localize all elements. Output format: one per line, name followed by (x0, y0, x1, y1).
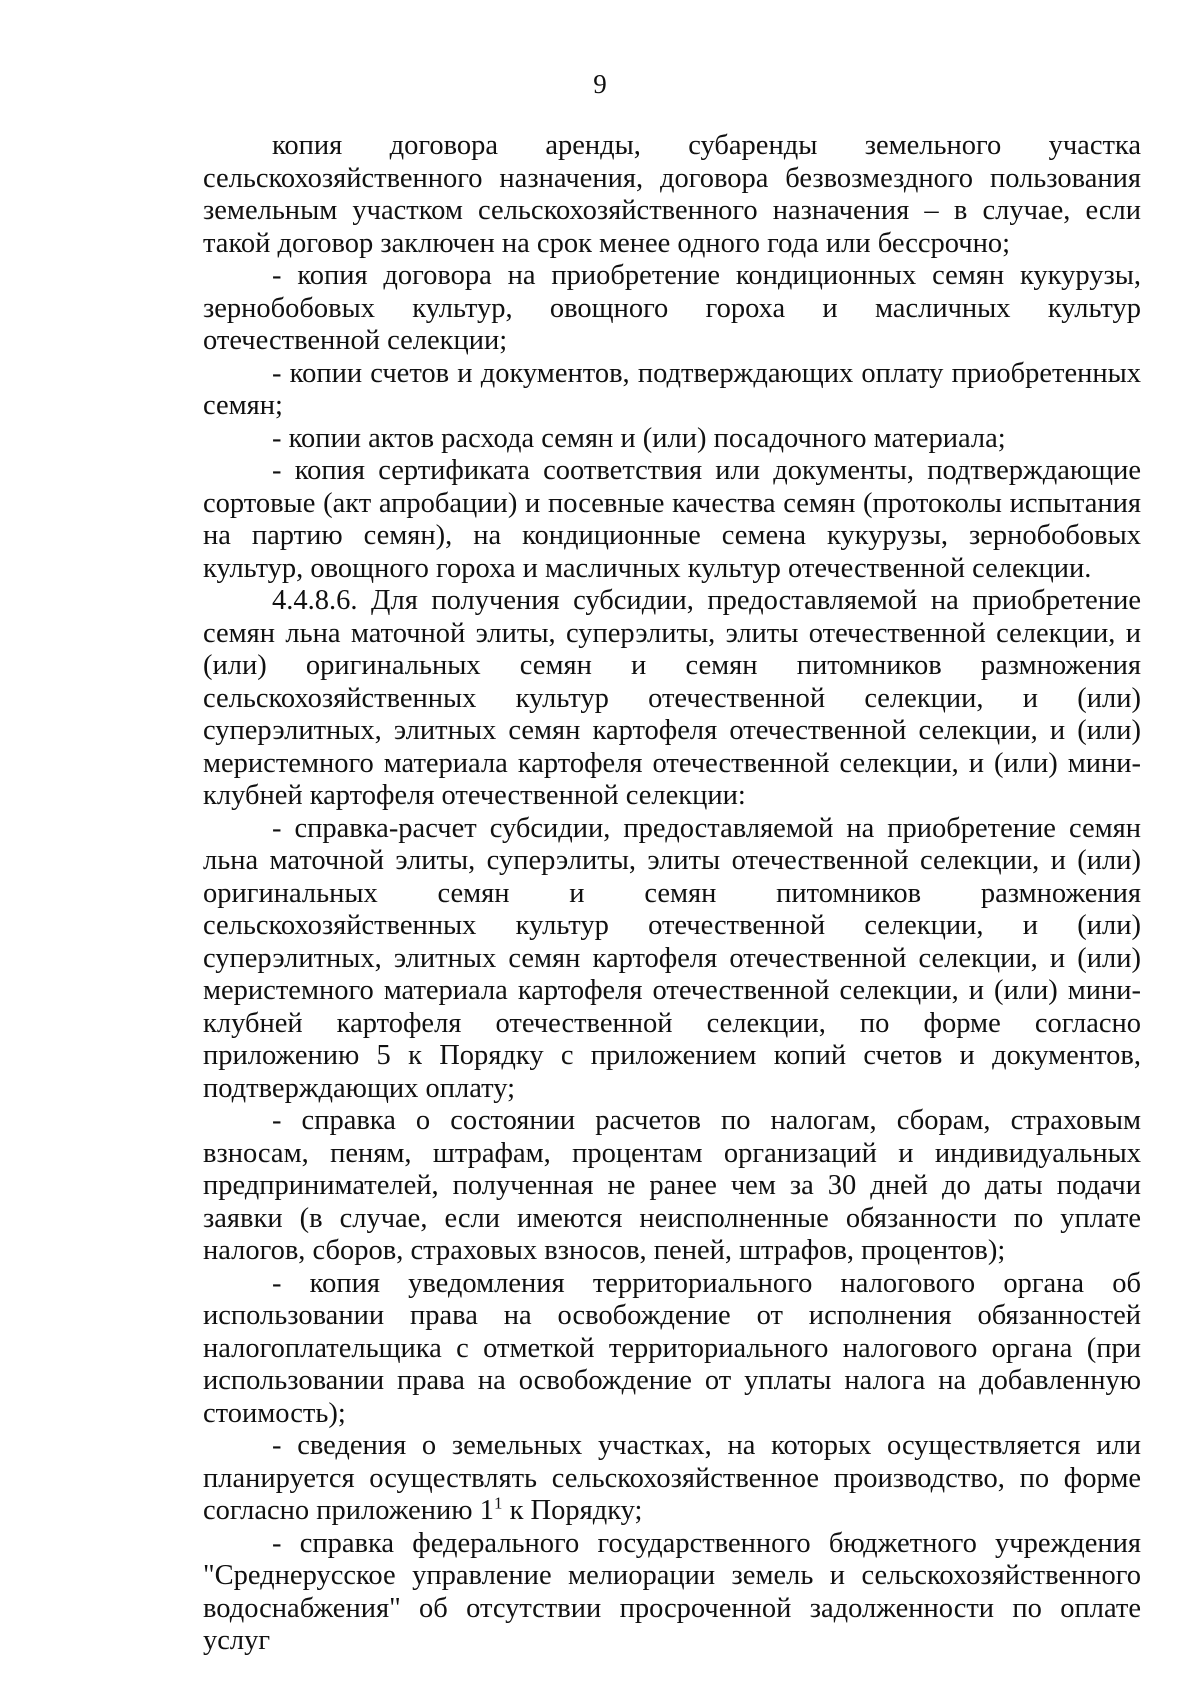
appendix-superscript: 1 (493, 1493, 503, 1513)
document-body (203, 130, 1141, 1658)
paragraph-melioration-reference: - справка федерального государственного бюджетного учреждения "Среднерусское управление мелиорации земель и сельскохозяйственного водоснабжения" об отсутствии просроченной задолженности по оплате услуг (203, 1527, 1141, 1656)
paragraph-certificate: - копия сертификата соответствия или документы, подтверждающие сортовые (акт апробации) и посевные качества семян (протоколы испытания на партию семян), на кондиционные семена кукурузы, зернобобовых культур, овощного гороха и масличных культур отечественной селекции. (203, 455, 1141, 584)
paragraph-section-4-4-8-6: 4.4.8.6. Для получения субсидии, предоставляемой на приобретение семян льна маточной элиты, суперэлиты, элиты отечественной селекции, и (или) оригинальных семян и семян питомников размножения сельскохозяйственных культур отечественной селекции, и (или) суперэлитных, элитных семян картофеля отечественной селекции, и (или) меристемного материала картофеля отечественной селекции, и (или) мини-клубней картофеля отечественной селекции: (203, 585, 1141, 811)
paragraph-lease-contract: копия договора аренды, субаренды земельного участка сельскохозяйственного назначения, договора безвозмездного пользования земельным участком сельскохозяйственного назначения – в случае, если такой договор заключен на срок менее одного года или бессрочно; (203, 130, 1141, 259)
land-plots-text: - сведения о земельных участках, на которых осуществляется или планируется осуществлять сельскохозяйственное производство, по форме согласно приложению 1 (203, 1430, 1141, 1526)
page-number: 9 (593, 69, 607, 99)
paragraph-seed-consumption-acts: - копии актов расхода семян и (или) посадочного материала; (272, 422, 1006, 454)
paragraph-invoices: - копии счетов и документов, подтверждающих оплату приобретенных семян; (203, 357, 1141, 421)
paragraph-tax-status: - справка о состоянии расчетов по налогам, сборам, страховым взносам, пеням, штрафам, процентам организаций и индивидуальных предпринимателей, полученная не ранее чем за 30 дней до даты подачи заявки (в случае, если имеются неисполненные обязанности по уплате налогов, сборов, страховых взносов, пеней, штрафов, процентов); (203, 1105, 1141, 1266)
paragraph-tax-notice: - копия уведомления территориального налогового органа об использовании права на освобождение от исполнения обязанностей налогоплательщика с отметкой территориального налогового органа (при использовании права на освобождение от уплаты налога на добавленную стоимость); (203, 1267, 1141, 1429)
paragraph-subsidy-calculation: - справка-расчет субсидии, предоставляемой на приобретение семян льна маточной элиты, суперэлиты, элиты отечественной селекции, и (или) оригинальных семян и семян питомников размножения сельскохозяйственных культур отечественной селекции, и (или) суперэлитных, элитных семян картофеля отечественной селекции, и (или) меристемного материала картофеля отечественной селекции, и (или) мини-клубней картофеля отечественной селекции, по форме согласно приложению 5 к Порядку с приложением копий счетов и документов, подтверждающих оплату; (203, 812, 1141, 1104)
paragraph-land-plots (203, 1430, 1141, 1528)
paragraph-seed-purchase-contract: - копия договора на приобретение кондиционных семян кукурузы, зернобобовых культур, овощного гороха и масличных культур отечественной селекции; (203, 260, 1141, 356)
land-plots-text-end: к Порядку; (502, 1495, 643, 1526)
